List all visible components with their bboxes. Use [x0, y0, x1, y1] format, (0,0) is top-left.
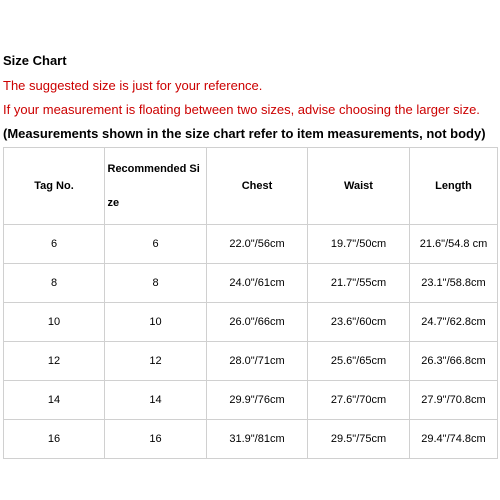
- measurement-note: (Measurements shown in the size chart refer to item measurements, not body): [3, 126, 486, 141]
- cell-waist: 25.6"/65cm: [308, 342, 410, 381]
- table-row: [4, 225, 498, 264]
- table-header-row: [4, 148, 498, 225]
- cell-recommended-size: 16: [105, 420, 207, 459]
- cell-tag-no: 12: [4, 342, 105, 381]
- cell-waist: 23.6"/60cm: [308, 303, 410, 342]
- cell-chest: 22.0"/56cm: [207, 225, 308, 264]
- cell-tag-no: 6: [4, 225, 105, 264]
- cell-tag-no: 10: [4, 303, 105, 342]
- header-tag-no: Tag No.: [4, 148, 105, 225]
- cell-chest: 26.0"/66cm: [207, 303, 308, 342]
- table-row: [4, 420, 498, 459]
- cell-waist: 29.5"/75cm: [308, 420, 410, 459]
- cell-tag-no: 16: [4, 420, 105, 459]
- header-recommended-size-label: Recommended Size: [107, 163, 200, 209]
- table-row: [4, 303, 498, 342]
- page-title: Size Chart: [3, 53, 67, 68]
- cell-length: 24.7"/62.8cm: [410, 303, 498, 342]
- header-recommended-size: [105, 148, 207, 225]
- cell-recommended-size: 14: [105, 381, 207, 420]
- header-chest: Chest: [207, 148, 308, 225]
- cell-recommended-size: 6: [105, 225, 207, 264]
- cell-length: 21.6"/54.8 cm: [410, 225, 498, 264]
- cell-length: 26.3"/66.8cm: [410, 342, 498, 381]
- cell-length: 23.1"/58.8cm: [410, 264, 498, 303]
- cell-waist: 27.6"/70cm: [308, 381, 410, 420]
- cell-chest: 28.0"/71cm: [207, 342, 308, 381]
- table-row: [4, 342, 498, 381]
- cell-chest: 29.9"/76cm: [207, 381, 308, 420]
- sizing-advice-note: If your measurement is floating between two sizes, advise choosing the larger size.: [3, 102, 480, 117]
- cell-recommended-size: 8: [105, 264, 207, 303]
- size-chart-table: [3, 147, 498, 459]
- cell-chest: 24.0"/61cm: [207, 264, 308, 303]
- cell-length: 27.9"/70.8cm: [410, 381, 498, 420]
- cell-recommended-size: 12: [105, 342, 207, 381]
- cell-waist: 19.7"/50cm: [308, 225, 410, 264]
- cell-waist: 21.7"/55cm: [308, 264, 410, 303]
- table-row: [4, 264, 498, 303]
- header-length: Length: [410, 148, 498, 225]
- cell-length: 29.4"/74.8cm: [410, 420, 498, 459]
- table-row: [4, 381, 498, 420]
- cell-tag-no: 8: [4, 264, 105, 303]
- reference-note: The suggested size is just for your reference.: [3, 78, 263, 93]
- cell-tag-no: 14: [4, 381, 105, 420]
- cell-recommended-size: 10: [105, 303, 207, 342]
- header-waist: Waist: [308, 148, 410, 225]
- cell-chest: 31.9"/81cm: [207, 420, 308, 459]
